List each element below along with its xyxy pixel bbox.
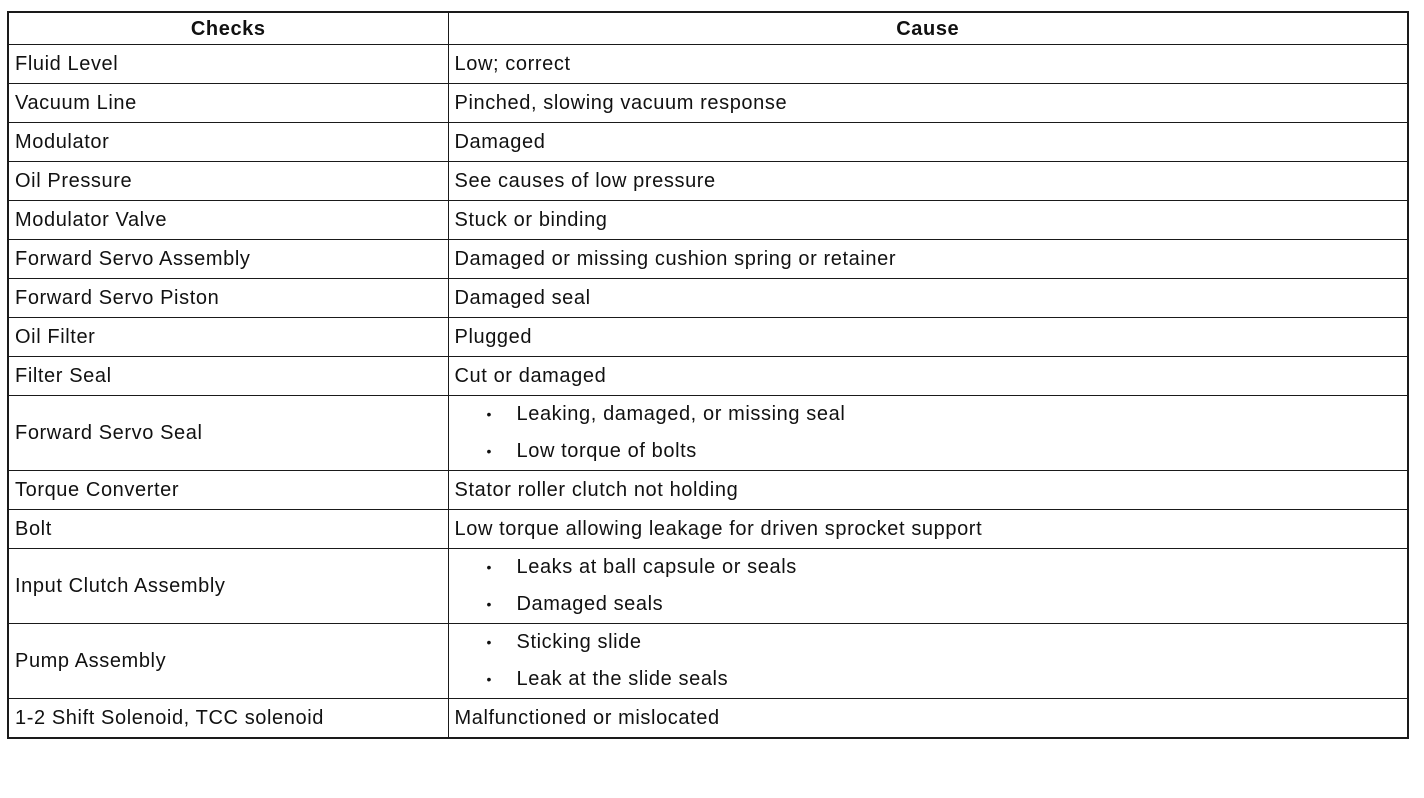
table-row <box>8 84 1408 123</box>
table-row <box>8 699 1408 739</box>
cause-bullet-item: • Leaking, damaged, or missing seal <box>487 396 1408 433</box>
check-cell: Oil Filter <box>8 318 448 357</box>
check-cell: Filter Seal <box>8 357 448 396</box>
check-cell: Forward Servo Seal <box>8 396 448 471</box>
cause-bullet-item: • Sticking slide <box>487 624 1408 661</box>
table-row <box>8 396 1408 471</box>
diagnosis-table <box>7 11 1409 739</box>
cause-cell: Stuck or binding <box>448 201 1408 240</box>
cause-cell <box>448 396 1408 471</box>
cause-cell <box>448 624 1408 699</box>
check-cell: Torque Converter <box>8 471 448 510</box>
cause-cell: See causes of low pressure <box>448 162 1408 201</box>
table-body <box>8 45 1408 739</box>
check-cell: Input Clutch Assembly <box>8 549 448 624</box>
table-row <box>8 471 1408 510</box>
check-cell: Oil Pressure <box>8 162 448 201</box>
check-cell: Bolt <box>8 510 448 549</box>
check-cell: Modulator <box>8 123 448 162</box>
cause-bullet-item: • Leaks at ball capsule or seals <box>487 549 1408 586</box>
table-row <box>8 510 1408 549</box>
cause-cell: Damaged <box>448 123 1408 162</box>
table-row <box>8 624 1408 699</box>
header-row <box>8 12 1408 45</box>
cause-cell: Low; correct <box>448 45 1408 84</box>
cause-bullet-item: • Leak at the slide seals <box>487 661 1408 698</box>
table-row <box>8 201 1408 240</box>
check-cell: Forward Servo Assembly <box>8 240 448 279</box>
check-cell: Vacuum Line <box>8 84 448 123</box>
table-row <box>8 162 1408 201</box>
check-cell: Pump Assembly <box>8 624 448 699</box>
table-row <box>8 123 1408 162</box>
cause-cell: Cut or damaged <box>448 357 1408 396</box>
table-row <box>8 549 1408 624</box>
header-checks: Checks <box>8 12 448 45</box>
table-row <box>8 279 1408 318</box>
table-row <box>8 45 1408 84</box>
cause-cell: Pinched, slowing vacuum response <box>448 84 1408 123</box>
table-row <box>8 357 1408 396</box>
cause-cell <box>448 549 1408 624</box>
check-cell: Modulator Valve <box>8 201 448 240</box>
check-cell: 1-2 Shift Solenoid, TCC solenoid <box>8 699 448 739</box>
cause-bullet-item: • Low torque of bolts <box>487 433 1408 470</box>
cause-bullet-list <box>455 549 1408 623</box>
cause-cell: Malfunctioned or mislocated <box>448 699 1408 739</box>
header-cause: Cause <box>448 12 1408 45</box>
cause-cell: Stator roller clutch not holding <box>448 471 1408 510</box>
cause-cell: Damaged or missing cushion spring or retainer <box>448 240 1408 279</box>
cause-cell: Low torque allowing leakage for driven sprocket support <box>448 510 1408 549</box>
check-cell: Fluid Level <box>8 45 448 84</box>
check-cell: Forward Servo Piston <box>8 279 448 318</box>
cause-bullet-list <box>455 624 1408 698</box>
cause-bullet-list <box>455 396 1408 470</box>
cause-bullet-item: • Damaged seals <box>487 586 1408 623</box>
cause-cell: Plugged <box>448 318 1408 357</box>
cause-cell: Damaged seal <box>448 279 1408 318</box>
table-row <box>8 318 1408 357</box>
table-row <box>8 240 1408 279</box>
